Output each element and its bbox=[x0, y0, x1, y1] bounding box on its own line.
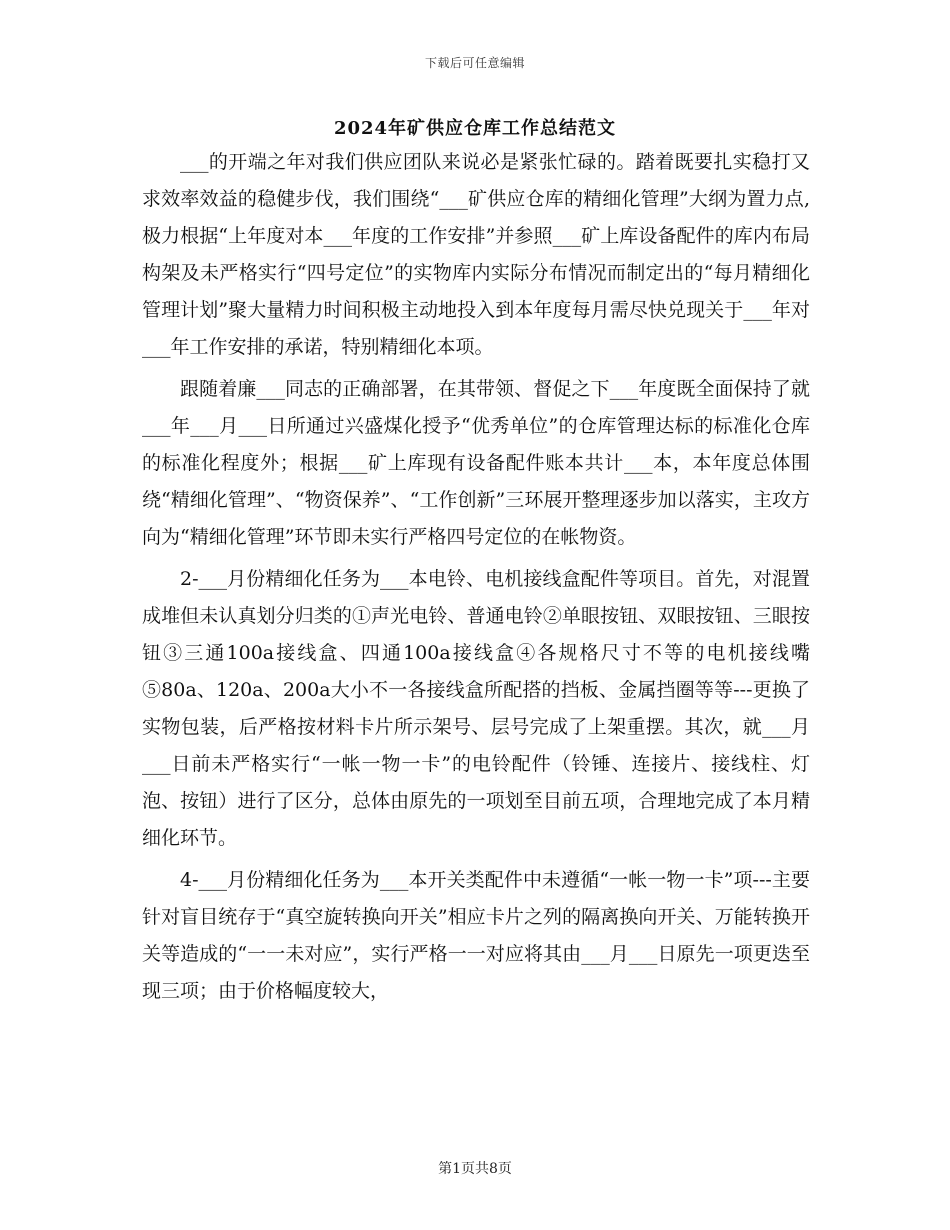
document-body bbox=[142, 144, 810, 1015]
document-title: 2024年矿供应仓库工作总结范文 bbox=[333, 118, 617, 139]
body-paragraph: 跟随着廉___同志的正确部署，在其带领、督促之下___年度既全面保持了就___年___月___日所通过兴盛煤化授予“优秀单位”的仓库管理达标的标准化仓库的标准化程度外；根据___矿上库现有设备配件账本共计___本，本年度总体围绕“精细化管理”、“物资保养”、“工作创新”三环展开整理逐步加以落实，主攻方向为“精细化管理”环节即未实行严格四号定位的在帐物资。 bbox=[142, 378, 810, 548]
body-paragraph: ___的开端之年对我们供应团队来说必是紧张忙碌的。踏着既要扎实稳打又求效率效益的稳健步伐，我们围绕“___矿供应仓库的精细化管理”大纲为置力点,极力根据“上年度对本___年度的工作安排”并参照___矿上库设备配件的库内布局构架及未严格实行“四号定位”的实物库内实际分布情况而制定出的“每月精细化管理计划”聚大量精力时间积极主动地投入到本年度每月需尽快兑现关于___年对___年工作安排的承诺，特别精细化本项。 bbox=[142, 151, 810, 358]
page-number: 第1页共8页 bbox=[438, 1161, 512, 1177]
body-paragraph: 2-___月份精细化任务为___本电铃、电机接线盒配件等项目。首先，对混置成堆但未认真划分归类的①声光电铃、普通电铃②单眼按钮、双眼按钮、三眼按钮③三通100a接线盒、四通100a接线盒④各规格尺寸不等的电机接线嘴⑤80a、120a、200a大小不一各接线盒所配搭的挡板、金属挡圈等等---更换了实物包装，后严格按材料卡片所示架号、层号完成了上架重摆。其次，就___月___日前未严格实行“一帐一物一卡”的电铃配件（铃锤、连接片、接线柱、灯泡、按钮）进行了区分，总体由原先的一项划至目前五项，合理地完成了本月精细化环节。 bbox=[142, 568, 810, 849]
header-note: 下载后可任意编辑 bbox=[424, 56, 525, 70]
body-paragraph: 4-___月份精细化任务为___本开关类配件中未遵循“一帐一物一卡”项---主要针对盲目统存于“真空旋转换向开关”相应卡片之列的隔离换向开关、万能转换开关等造成的“一一未对应”，实行严格一一对应将其由___月___日原先一项更迭至现三项；由于价格幅度较大， bbox=[142, 869, 810, 1002]
